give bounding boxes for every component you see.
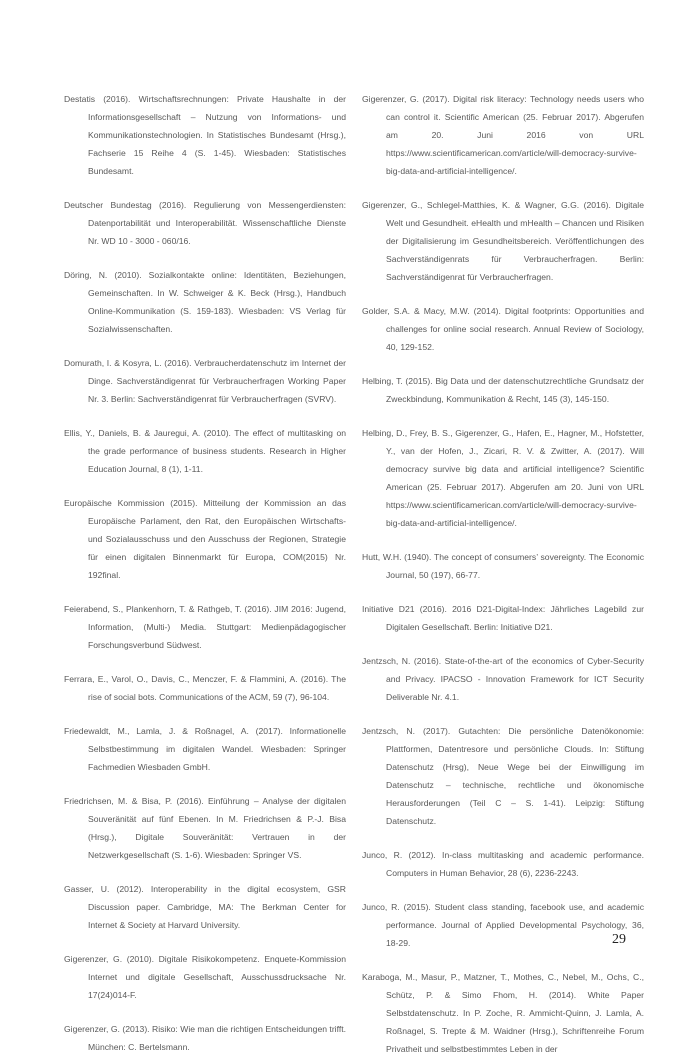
references-right-column <box>362 90 644 1058</box>
reference-entry: Gigerenzer, G. (2010). Digitale Risikokompetenz. Enquete-Kommission Internet und digitale Gesellschaft, Ausschussdrucksache Nr. 17(24)014-F. <box>64 954 346 1000</box>
reference-entry: Ellis, Y., Daniels, B. & Jauregui, A. (2010). The effect of multitasking on the grade performance of business students. Research in Higher Education Journal, 8 (1), 1-11. <box>64 428 346 474</box>
references-left-column <box>64 90 346 1056</box>
reference-entry: Jentzsch, N. (2017). Gutachten: Die persönliche Datenökonomie: Plattformen, Datentresore und persönliche Clouds. In: Stiftung Datenschutz (Hrsg), Neue Wege bei der Einwilligung im Datenschutz – technische, rechtliche und ökonomische Herausforderungen (Teil C – S. 1-41). Leipzig: Stiftung Datenschutz. <box>362 726 644 826</box>
reference-entry: Destatis (2016). Wirtschaftsrechnungen: Private Haushalte in der Informationsgesellschaft – Nutzung von Informations- und Kommunikationstechnologien. In Statistisches Bundesamt (Hrsg.), Fachserie 15 Reihe 4 (S. 1-45). Wiesbaden: Statistisches Bundesamt. <box>64 94 346 176</box>
reference-entry: Deutscher Bundestag (2016). Regulierung von Messengerdiensten: Datenportabilität und Interoperabilität. Wissenschaftliche Dienste Nr. WD 10 - 3000 - 060/16. <box>64 200 346 246</box>
reference-entry: Helbing, D., Frey, B. S., Gigerenzer, G., Hafen, E., Hagner, M., Hofstetter, Y., van der Hofen, J., Zicari, R. V. & Zwitter, A. (2017). Will democracy survive big data and artificial intelligence? Scientific American (25. Februar 2017). Abgerufen am 20. Juni von URL https://www.scientificamerican.com/article/will-democracy-survive-big-data-and-artificial-intelligence/. <box>362 428 644 528</box>
reference-entry: Domurath, I. & Kosyra, L. (2016). Verbraucherdatenschutz im Internet der Dinge. Sachverständigenrat für Verbraucherfragen Working Paper Nr. 3. Berlin: Sachverständigenrat für Verbraucherfragen (SVRV). <box>64 358 346 404</box>
reference-entry: Friedewaldt, M., Lamla, J. & Roßnagel, A. (2017). Informationelle Selbstbestimmung im digitalen Wandel. Wiesbaden: Springer Fachmedien Wiesbaden GmbH. <box>64 726 346 772</box>
reference-entry: Jentzsch, N. (2016). State-of-the-art of the economics of Cyber-Security and Privacy. IPACSO - Innovation Framework for ICT Security Deliverable Nr. 4.1. <box>362 656 644 702</box>
reference-entry: Döring, N. (2010). Sozialkontakte online: Identitäten, Beziehungen, Gemeinschaften. In W. Schweiger & K. Beck (Hrsg.), Handbuch Online-Kommunikation (S. 159-183). Wiesbaden: VS Verlag für Sozialwissenschaften. <box>64 270 346 334</box>
reference-entry: Gigerenzer, G. (2013). Risiko: Wie man die richtigen Entscheidungen trifft. München: C. Bertelsmann. <box>64 1024 346 1052</box>
reference-entry: Junco, R. (2015). Student class standing, facebook use, and academic performance. Journal of Applied Developmental Psychology, 36, 18-29. <box>362 902 644 948</box>
page-number: 29 <box>612 932 626 947</box>
reference-entry: Friedrichsen, M. & Bisa, P. (2016). Einführung – Analyse der digitalen Souveränität auf fünf Ebenen. In M. Friedrichsen & P.-J. Bisa (Hrsg.), Digitale Souveränität: Vertrauen in der Netzwerkgesellschaft (S. 1-6). Wiesbaden: Springer VS. <box>64 796 346 860</box>
reference-entry: Gigerenzer, G. (2017). Digital risk literacy: Technology needs users who can control it. Scientific American (25. Februar 2017). Abgerufen am 20. Juni 2016 von URL https://www.scientificamerican.com/article/will-democracy-survive-big-data-and-artificial-intelligence/. <box>362 94 644 176</box>
reference-entry: Initiative D21 (2016). 2016 D21-Digital-Index: Jährliches Lagebild zur Digitalen Gesellschaft. Berlin: Initiative D21. <box>362 604 644 632</box>
reference-entry: Ferrara, E., Varol, O., Davis, C., Menczer, F. & Flammini, A. (2016). The rise of social bots. Communications of the ACM, 59 (7), 96-104. <box>64 674 346 702</box>
reference-entry: Feierabend, S., Plankenhorn, T. & Rathgeb, T. (2016). JIM 2016: Jugend, Information, (Multi-) Media. Stuttgart: Medienpädagogischer Forschungsverbund Südwest. <box>64 604 346 650</box>
reference-entry: Gasser, U. (2012). Interoperability in the digital ecosystem, GSR Discussion paper. Cambridge, MA: The Berkman Center for Internet & Society at Harvard University. <box>64 884 346 930</box>
reference-entry: Helbing, T. (2015). Big Data und der datenschutzrechtliche Grundsatz der Zweckbindung, Kommunikation & Recht, 145 (3), 145-150. <box>362 376 644 404</box>
reference-entry: Karaboga, M., Masur, P., Matzner, T., Mothes, C., Nebel, M., Ochs, C., Schütz, P. & Simo Fhom, H. (2014). White Paper Selbstdatenschutz. In P. Zoche, R. Ammicht-Quinn, J. Lamla, A. Roßnagel, S. Trepte & M. Waidner (Hrsg.), Schriftenreihe Forum Privatheit und selbstbestimmtes Leben in der <box>362 972 644 1054</box>
reference-entry: Junco, R. (2012). In-class multitasking and academic performance. Computers in Human Behavior, 28 (6), 2236-2243. <box>362 850 644 878</box>
reference-entry: Golder, S.A. & Macy, M.W. (2014). Digital footprints: Opportunities and challenges for online social research. Annual Review of Sociology, 40, 129-152. <box>362 306 644 352</box>
reference-entry: Hutt, W.H. (1940). The concept of consumers’ sovereignty. The Economic Journal, 50 (197), 66-77. <box>362 552 644 580</box>
reference-entry: Gigerenzer, G., Schlegel-Matthies, K. & Wagner, G.G. (2016). Digitale Welt und Gesundheit. eHealth und mHealth – Chancen und Risiken der Digitalisierung im Gesundheitsbereich. Veröffentlichungen des Sachverständigenrats für Verbraucherfragen. Berlin: Sachverständigenrat für Verbraucherfragen. <box>362 200 644 282</box>
reference-entry: Europäische Kommission (2015). Mitteilung der Kommission an das Europäische Parlament, den Rat, den Europäischen Wirtschafts- und Sozialausschuss und den Ausschuss der Regionen, Strategie für einen digitalen Binnenmarkt für Europa, COM(2015) Nr. 192final. <box>64 498 346 580</box>
